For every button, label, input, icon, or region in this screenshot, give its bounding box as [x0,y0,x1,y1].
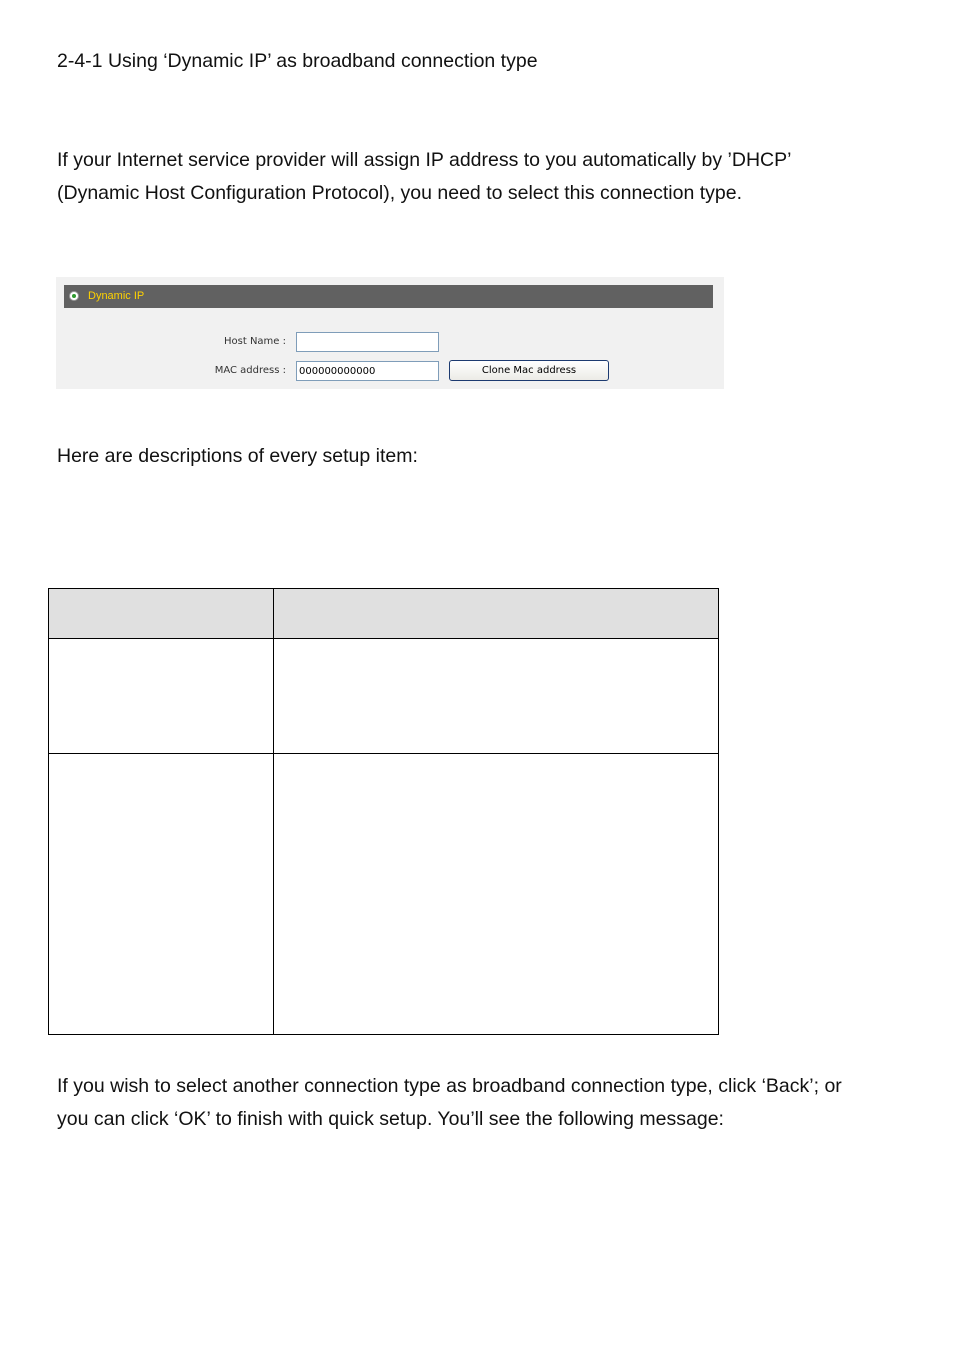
outro-line-2: you can click ‘OK’ to finish with quick setup. You’ll see the following message: [57,1108,724,1130]
table-cell [274,639,719,754]
table-cell [49,639,274,754]
setup-item-description-table [48,588,719,1035]
section-heading: 2-4-1 Using ‘Dynamic IP’ as broadband connection type [57,50,538,72]
host-name-input[interactable] [296,332,439,352]
intro-line-2: (Dynamic Host Configuration Protocol), you need to select this connection type. [57,182,743,204]
clone-mac-address-button[interactable]: Clone Mac address [449,360,609,381]
host-name-label: Host Name : [224,336,286,347]
dynamic-ip-settings-screenshot [56,277,724,389]
intro-line-1: If your Internet service provider will assign IP address to you automatically by ’DHCP’ [57,149,792,171]
descriptions-intro: Here are descriptions of every setup item: [57,445,418,467]
radio-selected-icon [72,294,76,298]
table-header-row [49,589,719,639]
table-row [49,754,719,1035]
table-cell [49,754,274,1035]
dynamic-ip-option-bar [64,285,713,308]
table-cell [274,754,719,1035]
mac-address-input[interactable] [296,361,439,381]
intro-paragraph [57,144,791,210]
dynamic-ip-option-label: Dynamic IP [88,290,145,302]
outro-line-1: If you wish to select another connection type as broadband connection type, click ‘Back’; or [57,1075,842,1097]
table-header-cell [49,589,274,639]
outro-paragraph [57,1070,842,1136]
table-row [49,639,719,754]
dynamic-ip-radio[interactable] [69,291,79,301]
table-header-cell [274,589,719,639]
mac-address-label: MAC address : [214,365,286,376]
